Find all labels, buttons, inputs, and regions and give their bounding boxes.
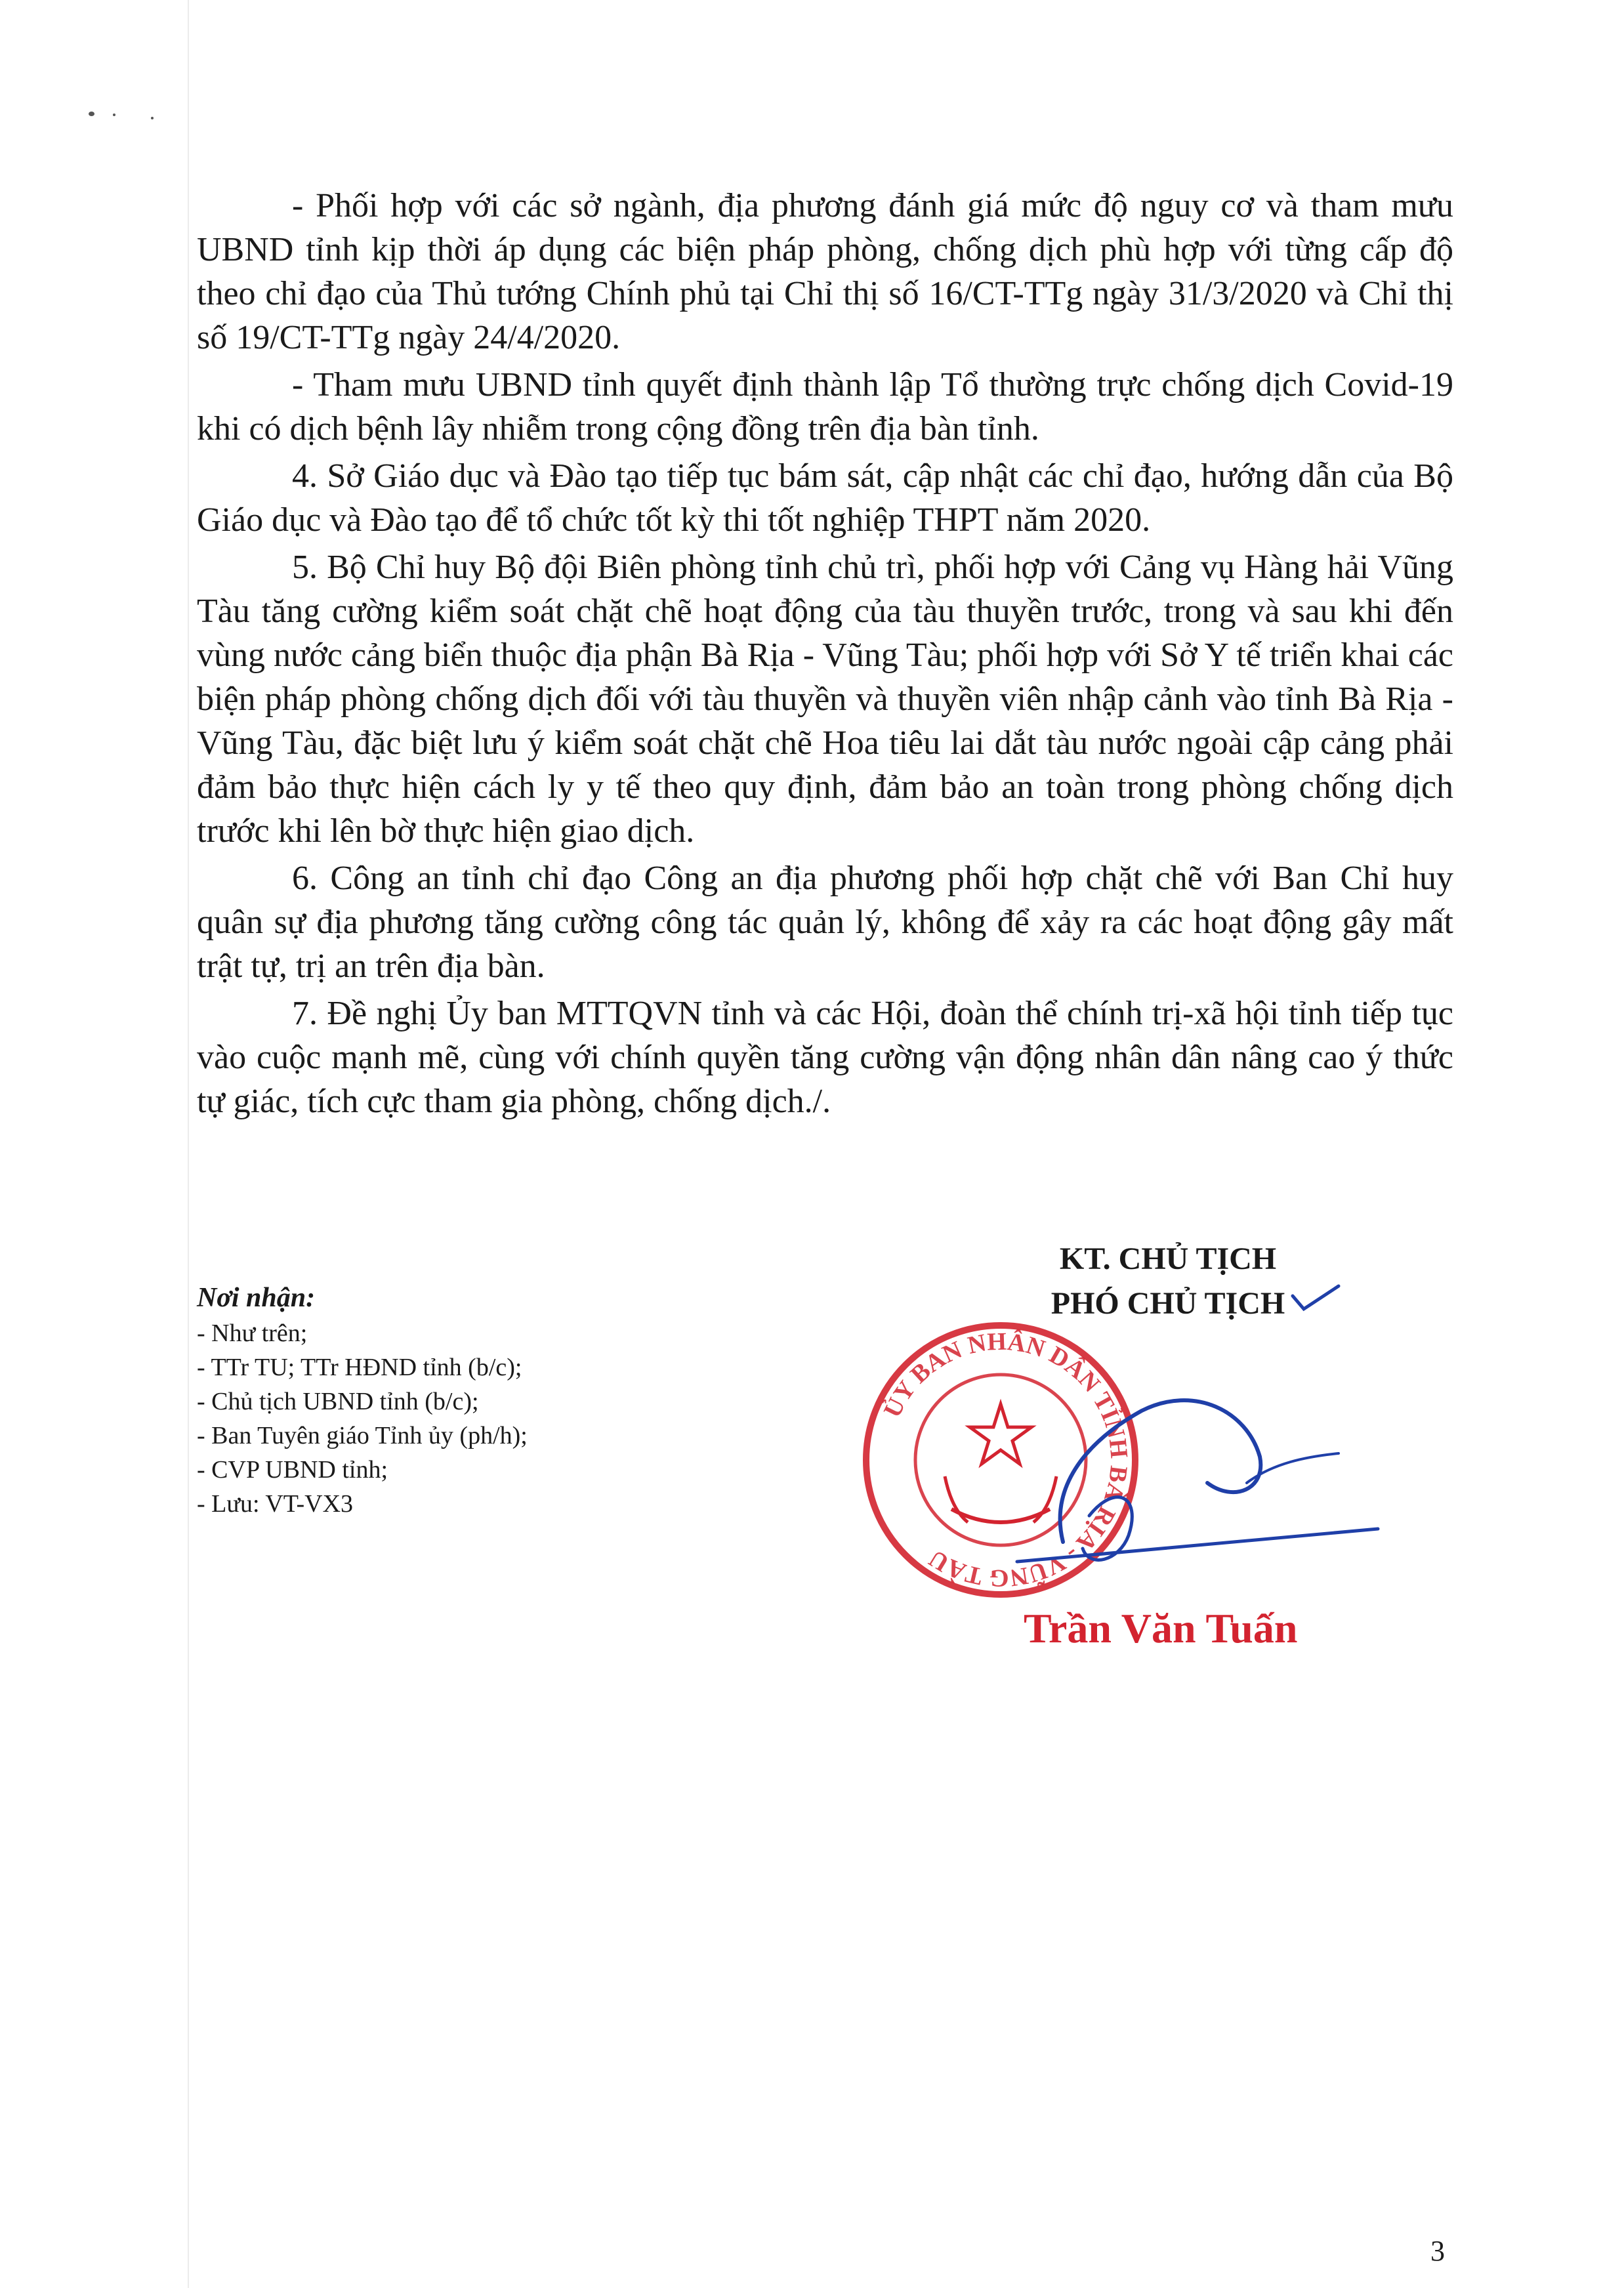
paragraph: 5. Bộ Chỉ huy Bộ đội Biên phòng tỉnh chủ trì, phối hợp với Cảng vụ Hàng hải Vũng Tàu tăng cường kiểm soát chặt chẽ hoạt động của tàu thuyền trước, trong và sau khi đến vùng nước cảng biển thuộc địa phận Bà Rịa - Vũng Tàu; phối hợp với Sở Y tế triển khai các biện pháp phòng chống dịch đối với tàu thuyền và thuyền viên nhập cảnh vào tỉnh Bà Rịa - Vũng Tàu, đặc biệt lưu ý kiểm soát chặt chẽ Hoa tiêu lai dắt tàu nước ngoài cập cảng phải đảm bảo thực hiện cách ly y tế theo quy định, đảm bảo an toàn trong phòng chống dịch trước khi lên bờ thực hiện giao dịch. bbox=[197, 549, 1453, 850]
scan-edge-line bbox=[188, 0, 189, 2288]
paragraph: 7. Đề nghị Ủy ban MTTQVN tỉnh và các Hội, đoàn thể chính trị-xã hội tỉnh tiếp tục vào cuộc mạnh mẽ, cùng với chính quyền tăng cường vận động nhân dân nâng cao ý thức tự giác, tích cực tham gia phòng, chống dịch./. bbox=[197, 995, 1453, 1120]
recipients-title: Nơi nhận: bbox=[197, 1283, 316, 1313]
signer-title-1: KT. CHỦ TỊCH bbox=[1059, 1241, 1277, 1276]
scan-speck bbox=[113, 114, 115, 116]
handwritten-signature bbox=[1010, 1384, 1385, 1581]
scan-speck bbox=[151, 117, 154, 119]
paragraph: 4. Sở Giáo dục và Đào tạo tiếp tục bám sát, cập nhật các chỉ đạo, hướng dẫn của Bộ Giáo dục và Đào tạo để tổ chức tốt kỳ thi tốt nghiệp THPT năm 2020. bbox=[197, 457, 1453, 539]
signer-title-2: PHÓ CHỦ TỊCH bbox=[1051, 1286, 1285, 1321]
recipient-item: - CVP UBND tỉnh; bbox=[197, 1456, 388, 1484]
paragraph: - Tham mưu UBND tỉnh quyết định thành lập Tổ thường trực chống dịch Covid-19 khi có dịch bệnh lây nhiễm trong cộng đồng trên địa bàn tỉnh. bbox=[197, 366, 1453, 447]
paragraph: - Phối hợp với các sở ngành, địa phương đánh giá mức độ nguy cơ và tham mưu UBND tỉnh kịp thời áp dụng các biện pháp phòng, chống dịch phù hợp với từng cấp độ theo chỉ đạo của Thủ tướng Chính phủ tại Chỉ thị số 16/CT-TTg ngày 31/3/2020 và Chỉ thị số 19/CT-TTg ngày 24/4/2020. bbox=[197, 187, 1453, 356]
recipient-item: - Ban Tuyên giáo Tỉnh ủy (ph/h); bbox=[197, 1422, 528, 1449]
recipient-item: - Chủ tịch UBND tỉnh (b/c); bbox=[197, 1388, 479, 1415]
check-mark-icon bbox=[1289, 1283, 1342, 1312]
signer-name: Trần Văn Tuấn bbox=[1024, 1605, 1298, 1652]
scan-speck bbox=[89, 112, 94, 116]
recipient-item: - Lưu: VT-VX3 bbox=[197, 1490, 354, 1518]
document-body bbox=[197, 184, 1453, 1127]
recipient-item: - TTr TU; TTr HĐND tỉnh (b/c); bbox=[197, 1354, 522, 1381]
recipients-block bbox=[197, 1279, 722, 1521]
page-number: 3 bbox=[1430, 2235, 1445, 2267]
paragraph: 6. Công an tỉnh chỉ đạo Công an địa phương phối hợp chặt chẽ với Ban Chỉ huy quân sự địa phương tăng cường công tác quản lý, không để xảy ra các hoạt động gây mất trật tự, trị an trên địa bàn. bbox=[197, 860, 1453, 985]
seal-text: ỦY BAN NHÂN DÂN TỈNH BÀ RỊA - VŨNG TÀU bbox=[878, 1327, 1133, 1592]
recipient-item: - Như trên; bbox=[197, 1320, 308, 1347]
